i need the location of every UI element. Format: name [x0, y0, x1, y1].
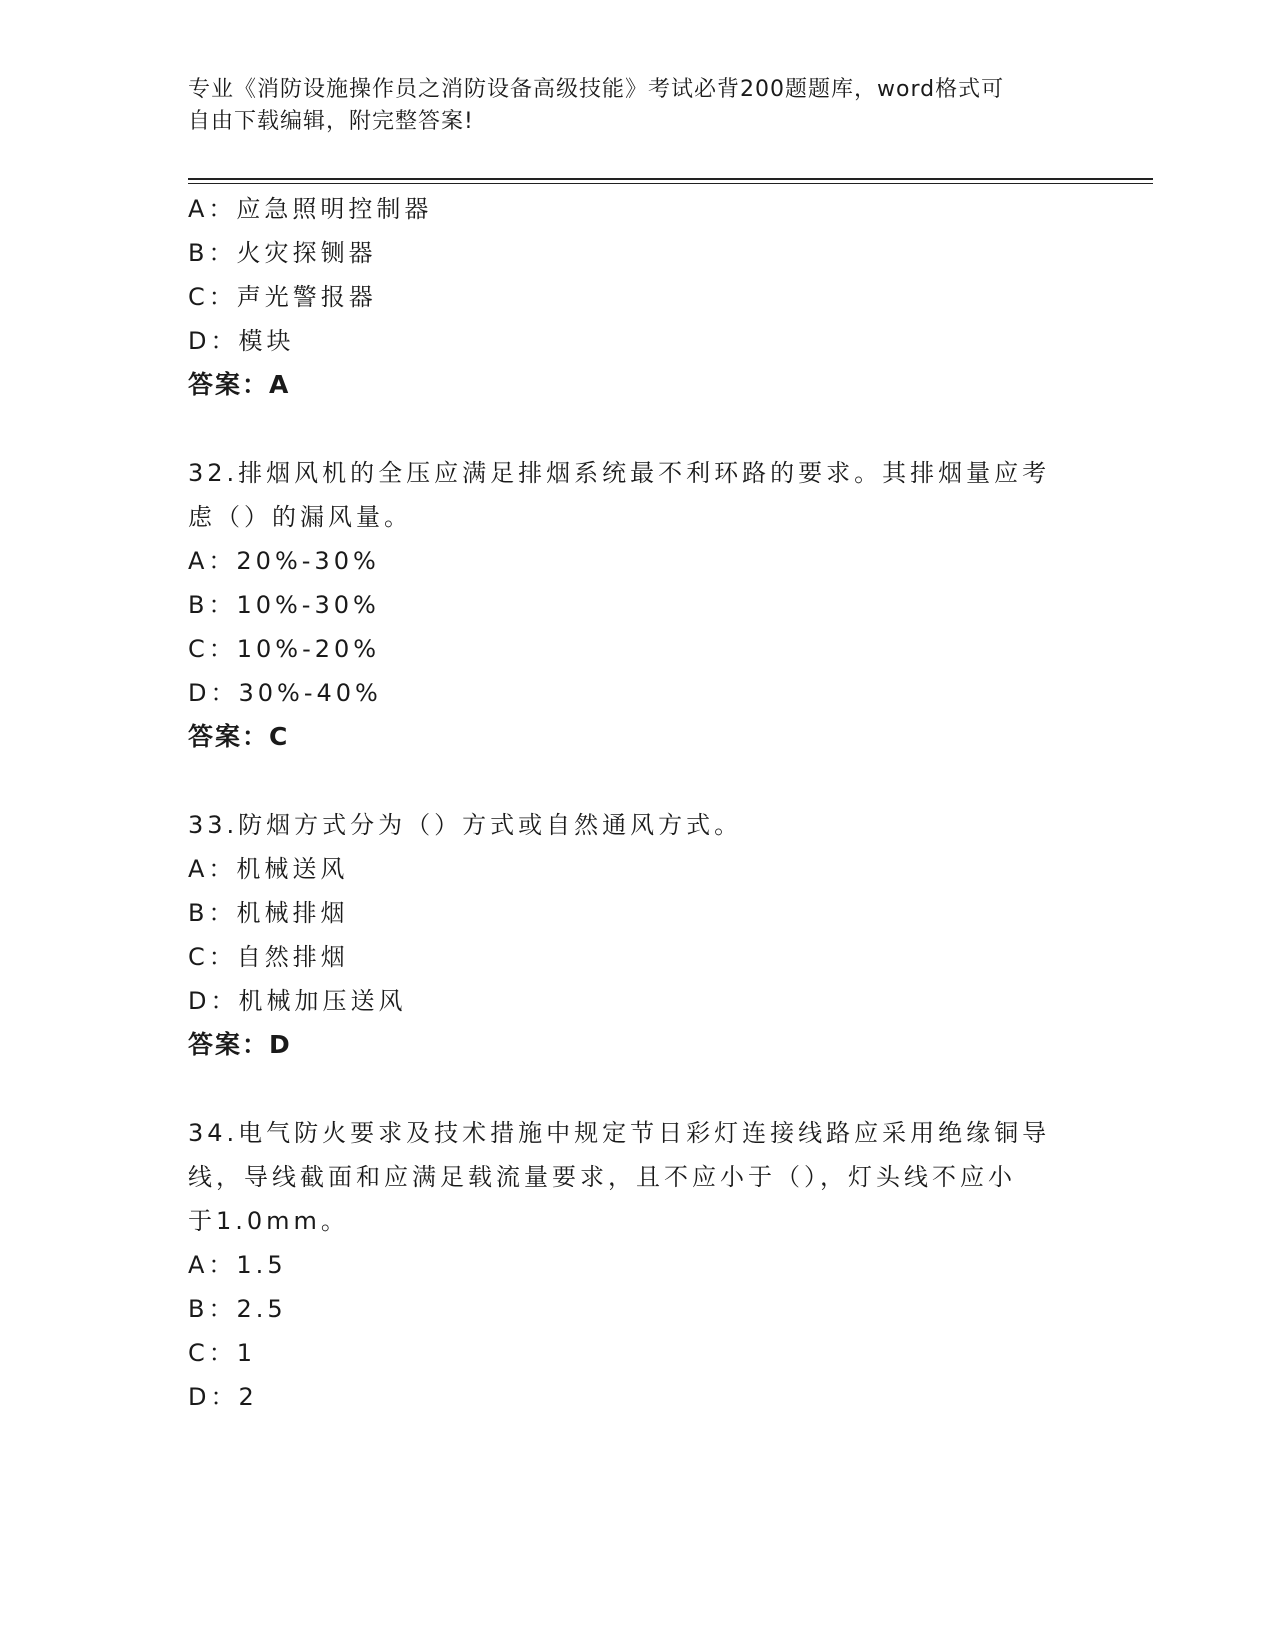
q33-option-b: B：机械排烟: [188, 899, 349, 927]
q33-option-d: D：机械加压送风: [188, 987, 407, 1015]
q32-text-line-2: 虑（）的漏风量。: [188, 503, 412, 531]
q34-option-c: C：1: [188, 1339, 257, 1367]
header-divider-thick: [188, 178, 1153, 180]
q34-option-b: B：2.5: [188, 1295, 287, 1323]
q31-answer: 答案：A: [188, 370, 291, 399]
q33-option-a: A：机械送风: [188, 855, 349, 883]
q33-answer: 答案：D: [188, 1030, 292, 1059]
q32-option-b: B：10%-30%: [188, 591, 380, 619]
header-divider-thin: [188, 183, 1153, 184]
q31-option-b: B：火灾探铡器: [188, 239, 377, 267]
q31-option-c: C：声光警报器: [188, 283, 377, 311]
q32-option-c: C：10%-20%: [188, 635, 381, 663]
q34-text-line-2: 线，导线截面和应满足载流量要求，且不应小于（），灯头线不应小: [188, 1163, 1016, 1191]
q33-option-c: C：自然排烟: [188, 943, 349, 971]
header-title-line-1: 专业《消防设施操作员之消防设备高级技能》考试必背200题题库，word格式可: [188, 77, 1005, 102]
document-header: [188, 74, 1068, 138]
q31-option-a: A：应急照明控制器: [188, 195, 433, 223]
q32-answer: 答案：C: [188, 722, 290, 751]
header-title-line-2: 自由下载编辑，附完整答案!: [188, 109, 474, 134]
q31-option-d: D：模块: [188, 327, 295, 355]
q34-text-line-1: 34.电气防火要求及技术措施中规定节日彩灯连接线路应采用绝缘铜导: [188, 1119, 1051, 1147]
q32-text-line-1: 32.排烟风机的全压应满足排烟系统最不利环路的要求。其排烟量应考: [188, 459, 1051, 487]
q32-option-a: A：20%-30%: [188, 547, 380, 575]
q33-text-line-1: 33.防烟方式分为（）方式或自然通风方式。: [188, 811, 743, 839]
q34-text-line-3: 于1.0mm。: [188, 1207, 349, 1235]
q34-option-d: D：2: [188, 1383, 258, 1411]
q34-option-a: A：1.5: [188, 1251, 287, 1279]
q32-option-d: D：30%-40%: [188, 679, 382, 707]
